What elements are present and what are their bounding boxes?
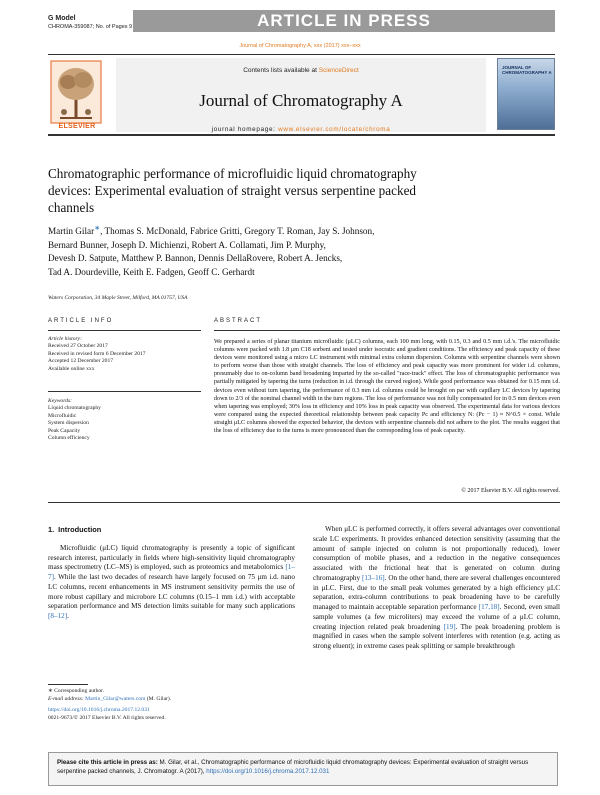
journal-masthead <box>48 54 555 136</box>
email-link[interactable]: Martin_Gilar@waters.com <box>85 695 146 702</box>
keywords-heading: Keywords: <box>48 398 73 404</box>
history-item: Received in revised form 6 December 2017 <box>48 350 146 357</box>
article-title <box>48 165 558 216</box>
keyword: Peak Capacity <box>48 427 81 434</box>
sciencedirect-link[interactable]: ScienceDirect <box>318 67 359 74</box>
citation-link[interactable]: [17,18] <box>478 603 500 611</box>
section-heading <box>48 525 295 535</box>
masthead-bottom-rule <box>48 134 555 136</box>
citation-text: M. Gilar, et al., Chromatographic performance of microfluidic liquid chromatography devices: Experimental evaluation of straight versus serpentine packed channels, J. Chromatogr. A (2017), <box>57 759 529 775</box>
paragraph-text: . <box>67 612 69 620</box>
keywords-list <box>48 405 101 443</box>
corresponding-note: ∗ Corresponding author. <box>48 688 105 694</box>
paragraph-text: Microfluidic (μLC) liquid chromatography is presently a topic of significant research interest, particularly in fields where high-sensitivity liquid chromatography mass spectrometry (LC–MS) is employed, such as proteomics and metabolomics <box>48 543 295 572</box>
keyword: Microfluidic <box>48 412 77 419</box>
citation-doi-link[interactable]: https://doi.org/10.1016/j.chroma.2017.12.031 <box>206 768 330 775</box>
history-list <box>48 343 146 373</box>
author-list <box>48 222 558 279</box>
citation-lead: Please cite this article in press as: <box>57 759 158 766</box>
journal-homepage-line <box>116 126 486 133</box>
body-left-column <box>48 525 295 622</box>
publisher-name: ELSEVIER <box>58 123 96 130</box>
author-line: Bernard Bunner, Joseph D. Michienzi, Robert A. Collamati, Jim P. Murphy, <box>48 239 326 250</box>
paragraph-text: . The peak broadening problem is magnified in cases when the sample solvent interferes with retention (e.g. acting as strong eluent); in extreme cases peak splitting or sample breakthrough <box>313 622 560 650</box>
history-item: Accepted 12 December 2017 <box>48 358 114 364</box>
footnotes <box>48 688 171 722</box>
paragraph <box>313 525 560 652</box>
homepage-link[interactable]: www.elsevier.com/locate/chroma <box>278 126 391 133</box>
article-code: CHROMA-359087; <box>48 24 95 30</box>
article-info-rule <box>48 330 201 331</box>
abstract-bottom-rule <box>48 502 560 503</box>
abstract-rule <box>214 330 560 331</box>
corresponding-author[interactable]: Martin Gilar <box>48 226 95 237</box>
abstract-copyright: © 2017 Elsevier B.V. All rights reserved. <box>461 488 560 494</box>
citation-link[interactable]: [19] <box>443 622 456 631</box>
title-line: Chromatographic performance of microfluidic liquid chromatography <box>48 166 417 181</box>
history-heading: Article history: <box>48 336 83 342</box>
paragraph-text: . While the last two decades of research have largely focused on 75 μm i.d. nano LC columns, recent enhancements in MS instrument sensitivity permits the use of more robust capillary and microbore LC columns (0.15–1 mm i.d.) with acceptable separation performance and MS detection limits suitable for many such applications <box>48 573 295 611</box>
history-item: Received 27 October 2017 <box>48 343 108 349</box>
article-info-heading: ARTICLE INFO <box>48 318 114 324</box>
body-right-column <box>313 525 560 652</box>
keyword: System dispersion <box>48 420 89 426</box>
author-line: Tad A. Dourdeville, Keith E. Fadgen, Geoff C. Gerhardt <box>48 266 255 277</box>
contents-prefix: Contents lists available at <box>243 67 319 74</box>
paragraph <box>48 544 295 622</box>
article-in-press-banner: ARTICLE IN PRESS <box>133 10 555 32</box>
cover-title: JOURNAL OF CHROMATOGRAPHY A <box>502 65 552 75</box>
citation-link[interactable]: [13–16] <box>361 573 385 582</box>
info-divider <box>48 391 201 392</box>
masthead-top-rule <box>48 54 555 55</box>
footnote-rule <box>48 684 88 685</box>
citation-link[interactable]: [8–12] <box>48 612 68 620</box>
page-count: No. of Pages 9 <box>95 24 133 30</box>
paragraph-text: . On the other hand, there are several challenges encountered in μLC. First, due to the small peak volumes generated by a high efficiency μLC separation, extra-column contributions to peak broadening have to be carefully managed to maintain acceptable separation performance <box>313 573 560 611</box>
section-number: 1. <box>48 525 55 534</box>
citation-box <box>48 752 558 786</box>
email-note <box>48 696 171 704</box>
abstract-heading: ABSTRACT <box>214 318 263 324</box>
paragraph-text: . Second, even small sample volumes (a few microliters) may exceed the volume of a μLC column, creating injection related peak broadening <box>313 603 560 631</box>
corresponding-star[interactable]: ∗ <box>94 224 101 232</box>
author-line-rest: , Thomas S. McDonald, Fabrice Gritti, Gregory T. Roman, Jay S. Johnson, <box>100 226 375 237</box>
journal-cover-image <box>497 58 555 130</box>
elsevier-tree-logo-icon <box>50 60 102 124</box>
email-label: E-mail address: <box>48 695 86 702</box>
author-line <box>48 222 558 239</box>
section-title: Introduction <box>58 525 102 534</box>
journal-name: Journal of Chromatography A <box>199 91 403 110</box>
masthead-center <box>116 58 486 132</box>
homepage-prefix: journal homepage: <box>211 126 279 133</box>
keyword: Column efficiency <box>48 435 90 441</box>
history-item: Available online xxx <box>48 365 95 372</box>
keyword: Liquid chromatography <box>48 405 101 411</box>
author-affiliation: Waters Corporation, 34 Maple Street, Milford, MA 01757, USA <box>48 295 188 301</box>
article-meta <box>48 15 132 31</box>
journal-reference: Journal of Chromatography A, xxx (2017) xxx–xxx <box>239 43 361 49</box>
email-suffix: (M. Gilar). <box>145 695 172 702</box>
gmodel-label: G Model <box>48 15 76 22</box>
title-line: channels <box>48 200 95 215</box>
abstract-text: We prepared a series of planar titanium microfluidic (μLC) columns, each 100 mm long, with 0.15, 0.3 and 0.5 mm i.d.'s. The microfluidic columns were packed with 1.8 μm C18 sorbent and tested under isocratic and gradient conditions. The efficiency and peak capacity of these devices were monitored using a micro LC instrument with minimal extra column dispersion. Columns with serpentine channels were shown to perform worse than those with straight channels. The loss of efficiency and peak capacity was more prominent for wider i.d. columns, presumably due to on-column band broadening imparted by the so-called "race-track" effect. The loss of chromatographic performance was partially mitigated by tapering the turns (reduction in i.d. through the curved region). While good performance was obtained for 0.15 mm i.d. devices even without turn tapering, the performance of 0.3 mm i.d. columns could be brought on par with capillary LC devices by tapering down to 2/3 of the nominal channel width in the turn regions. The loss of performance was not fully compensated for in 0.5 mm devices even when tapering was employed; 30% loss in efficiency and 10% loss in peak capacity was observed. The experimental data for various devices were compared using the expected theoretical relationship between peak capacity Pc and efficiency N: (Pc − 1) ≈ N^0.5 × const. While straight μLC columns showed the expected behavior, the devices with serpentine channels did not adhere to the plot. The results suggest that the loss of efficiency due to the turns is more pronounced than the corresponding loss of peak capacity. <box>214 339 560 435</box>
title-line: devices: Experimental evaluation of straight versus serpentine packed <box>48 183 417 198</box>
paragraph-text: When μLC is performed correctly, it offers several advantages over conventional scale LC experiments. It provides enhanced detection sensitivity (assuming that the amount of sample injected on column is not proportionally reduced), lower consumption of mobile phases, and a reduction in the negative consequences associated with the frictional heat that is generated on column during chromatography <box>313 525 560 582</box>
contents-line <box>116 67 486 74</box>
citation-link[interactable]: [1–7] <box>48 563 295 581</box>
author-line: Devesh D. Satpute, Matthew P. Bannon, Dennis DellaRovere, Robert A. Jencks, <box>48 253 343 264</box>
doi-link[interactable]: https://doi.org/10.1016/j.chroma.2017.12.031 <box>48 707 150 714</box>
issn-line: 0021-9673/© 2017 Elsevier B.V. All rights reserved. <box>48 714 166 721</box>
